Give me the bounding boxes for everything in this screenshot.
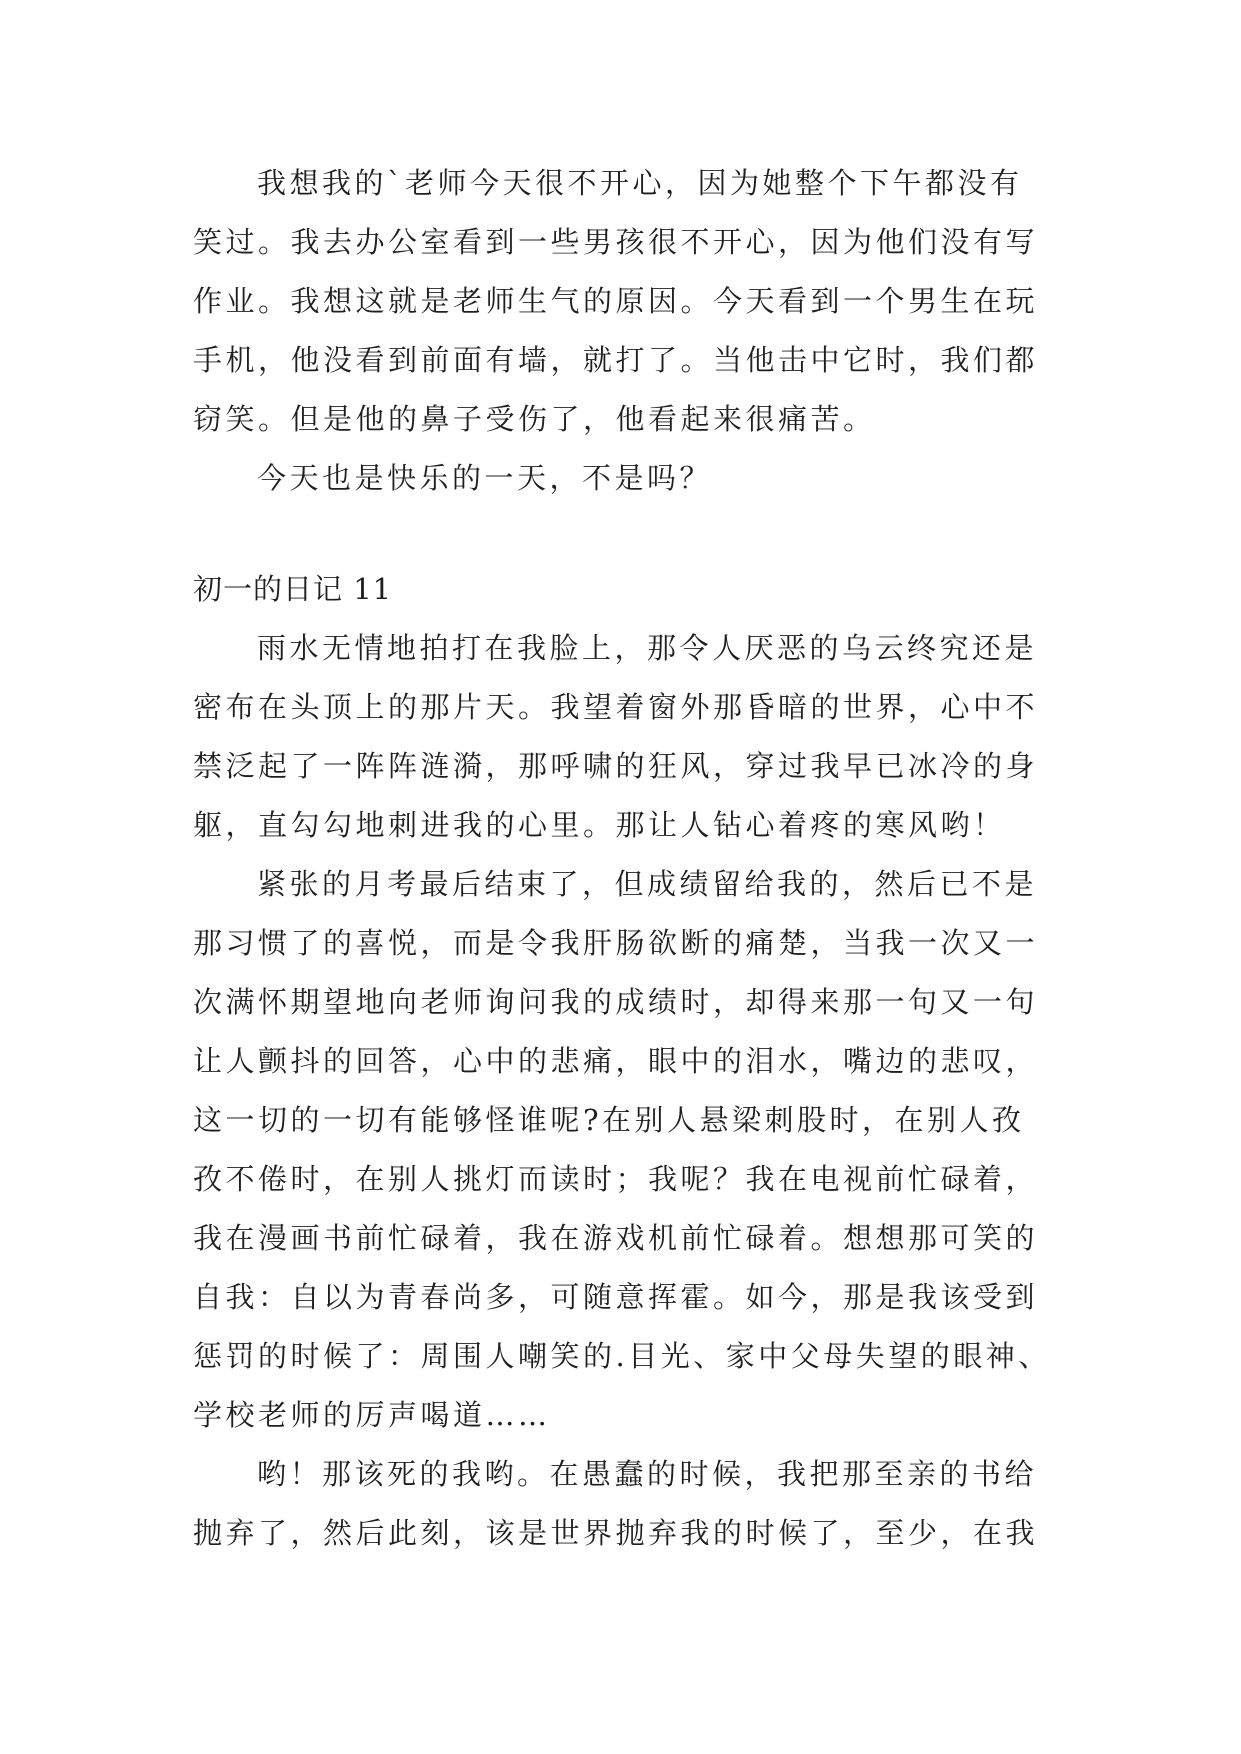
diary-entry-title: 初一的日记 11 bbox=[193, 572, 393, 606]
paragraph: 哟！那该死的我哟。在愚蠢的时候，我把那至亲的书给抛弃了，然后此刻，该是世界抛弃我的时候了，至少，在我 bbox=[193, 1457, 1039, 1550]
paragraph: 紧张的月考最后结束了，但成绩留给我的，然后已不是那习惯了的喜悦，而是令我肝肠欲断的痛楚，当我一次又一次满怀期望地向老师询问我的成绩时，却得来那一句又一句让人颤抖的回答，心中的悲痛，眼中的泪水，嘴边的悲叹，这一切的一切有能够怪谁呢?在别人悬梁刺股时，在别人孜孜不倦时，在别人挑灯而读时；我呢？我在电视前忙碌着，我在漫画书前忙碌着，我在游戏机前忙碌着。想想那可笑的自我：自以为青春尚多，可随意挥霍。如今，那是我该受到惩罚的时候了：周围人嘲笑的.目光、家中父母失望的眼神、学校老师的厉声喝道…… bbox=[193, 867, 1051, 1432]
paragraph: 我想我的`老师今天很不开心，因为她整个下午都没有笑过。我去办公室看到一些男孩很不开心，因为他们没有写作业。我想这就是老师生气的原因。今天看到一个男生在玩手机，他没看到前面有墙，就打了。当他击中它时，我们都窃笑。但是他的鼻子受伤了，他看起来很痛苦。 bbox=[193, 166, 1039, 436]
diary-section-previous bbox=[193, 154, 1053, 508]
paragraph: 雨水无情地拍打在我脸上，那令人厌恶的乌云终究还是密布在头顶上的那片天。我望着窗外那昏暗的世界，心中不禁泛起了一阵阵涟漪，那呼啸的狂风，穿过我早已冰冷的身躯，直勾勾地刺进我的心里。那让人钻心着疼的寒风哟！ bbox=[193, 631, 1039, 842]
paragraph: 今天也是快乐的一天，不是吗？ bbox=[257, 461, 713, 495]
diary-section-11 bbox=[193, 560, 1053, 1563]
